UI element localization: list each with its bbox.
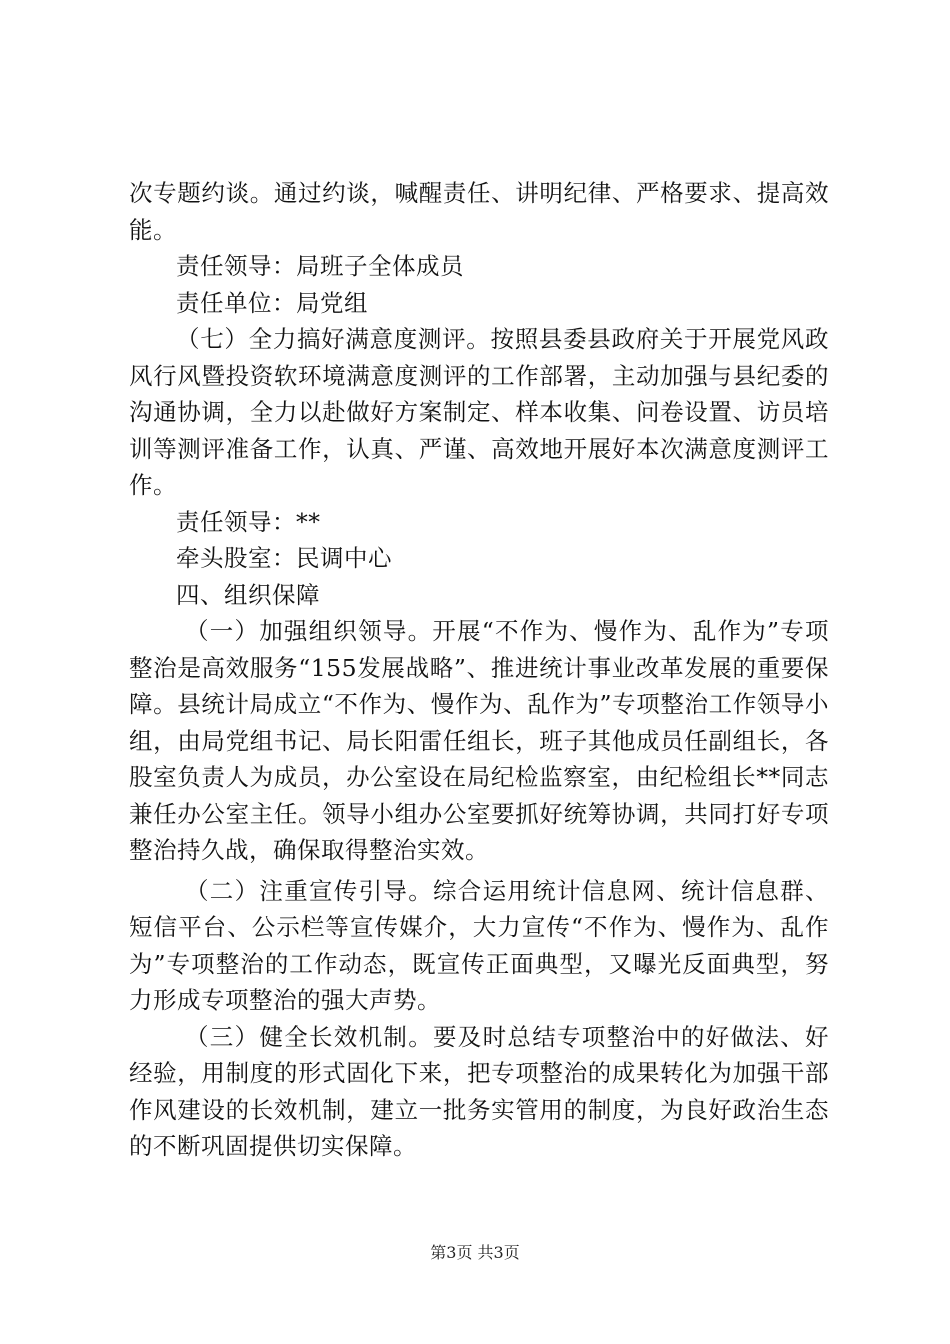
paragraph-long-term-mechanism: （三）健全长效机制。要及时总结专项整治中的好做法、好经验，用制度的形式固化下来，把专项整治的成果转化为加强干部作风建设的长效机制，建立一批务实管用的制度，为良好政治生态的不断巩固提供切实保障。 bbox=[129, 1022, 829, 1160]
page-footer bbox=[0, 1243, 950, 1263]
paragraph-item-7: （七）全力搞好满意度测评。按照县委县政府关于开展党风政风行风暨投资软环境满意度测评的工作部署，主动加强与县纪委的沟通协调，全力以赴做好方案制定、样本收集、问卷设置、访员培训等测评准备工作，认真、严谨、高效地开展好本次满意度测评工作。 bbox=[129, 325, 829, 499]
page-number-label: 第3页 共3页 bbox=[430, 1243, 520, 1262]
section-heading-organization: 四、组织保障 bbox=[176, 580, 320, 609]
paragraph-continuation: 次专题约谈。通过约谈，喊醒责任、讲明纪律、严格要求、提高效能。 bbox=[129, 179, 829, 244]
responsible-leader-line-2: 责任领导：** bbox=[176, 507, 321, 536]
responsible-unit-line: 责任单位：局党组 bbox=[176, 288, 368, 317]
document-body bbox=[129, 175, 829, 1165]
paragraph-publicity-guidance: （二）注重宣传引导。综合运用统计信息网、统计信息群、短信平台、公示栏等宣传媒介，大力宣传“不作为、慢作为、乱作为”专项整治的工作动态，既宣传正面典型，又曝光反面典型，努力形成专项整治的强大声势。 bbox=[129, 876, 829, 1014]
lead-office-line: 牵头股室：民调中心 bbox=[176, 544, 392, 572]
paragraph-organization-leadership: （一）加强组织领导。开展“不作为、慢作为、乱作为”专项整治是高效服务“155发展战略”、推进统计事业改革发展的重要保障。县统计局成立“不作为、慢作为、乱作为”专项整治工作领导小组，由局党组书记、局长阳雷任组长，班子其他成员任副组长，各股室负责人为成员，办公室设在局纪检监察室，由纪检组长**同志兼任办公室主任。领导小组办公室要抓好统筹协调，共同打好专项整治持久战，确保取得整治实效。 bbox=[129, 617, 829, 864]
responsible-leader-line: 责任领导：局班子全体成员 bbox=[176, 252, 464, 280]
